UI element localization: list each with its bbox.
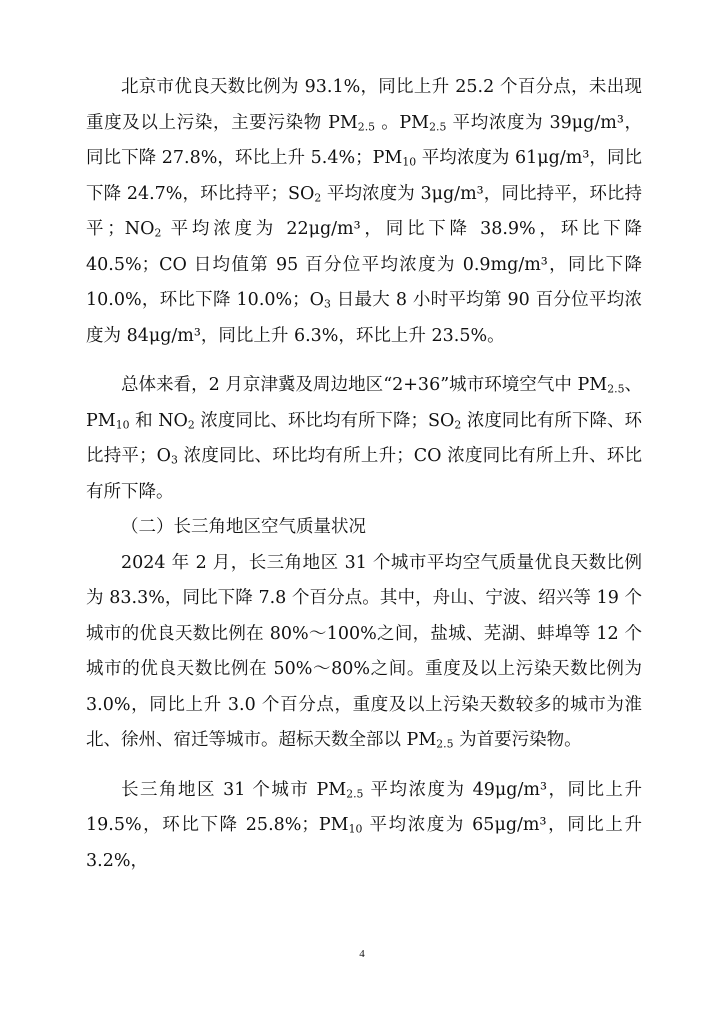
paragraph-summary: 总体来看，2 月京津冀及周边地区“2+36”城市环境空气中 $PM_{2.5}$、$PM_{10}$ 和 $NO_2$ 浓度同比、环比均有所下降；$SO_2$ 浓度同比有所下降、环比持平；$O_3$ 浓度同比、环比均有所上升；CO 浓度同比有所上升、环比有所下降。 [86,375,643,502]
paragraph-beijing: 北京市优良天数比例为 93.1%，同比上升 25.2 个百分点，未出现重度及以上污染，主要污染物 $PM_{2.5}$ 。$PM_{2.5}$ 平均浓度为 39μg/m³，同比下降 27.8%，环比上升 5.4%；$PM_{10}$ 平均浓度为 61μg/m³，同比下降 24.7%，环比持平；$SO_2$ 平均浓度为 3μg/m³，同比持平，环比持平；$NO_2$ 平均浓度为 22μg/m³，同比下降 38.9%，环比下降 40.5%；CO 日均值第 95 百分位平均浓度为 0.9mg/m³，同比下降 10.0%，环比下降 10.0%；$O_3$ 日最大 8 小时平均第 90 百分位平均浓度为 84μg/m³，同比上升 6.3%，环比上升 23.5%。 [86,77,642,346]
page-number: 4 [359,948,365,960]
section-heading: （二）长三角地区空气质量状况 [121,517,366,537]
document-body [86,70,642,879]
paragraph-gap [86,759,642,773]
paragraph-yangtze-concentration: 长三角地区 31 个城市 $PM_{2.5}$ 平均浓度为 49μg/m³，同比上升 19.5%，环比下降 25.8%；$PM_{10}$ 平均浓度为 65μg/m³，同比上升 3.2%， [86,779,642,871]
paragraph-gap [86,354,642,368]
paragraph-yangtze-overview: 2024 年 2 月，长三角地区 31 个城市平均空气质量优良天数比例为 83.3%，同比下降 7.8 个百分点。其中，舟山、宁波、绍兴等 19 个城市的优良天数比例在 80%～100%之间，盐城、芜湖、蚌埠等 12 个城市的优良天数比例在 50%～80%之间。重度及以上污染天数比例为 3.0%，同比上升 3.0 个百分点，重度及以上污染天数较多的城市为淮北、徐州、宿迁等城市。超标天数全部以 $PM_{2.5}$ 为首要污染物。 [86,552,642,751]
